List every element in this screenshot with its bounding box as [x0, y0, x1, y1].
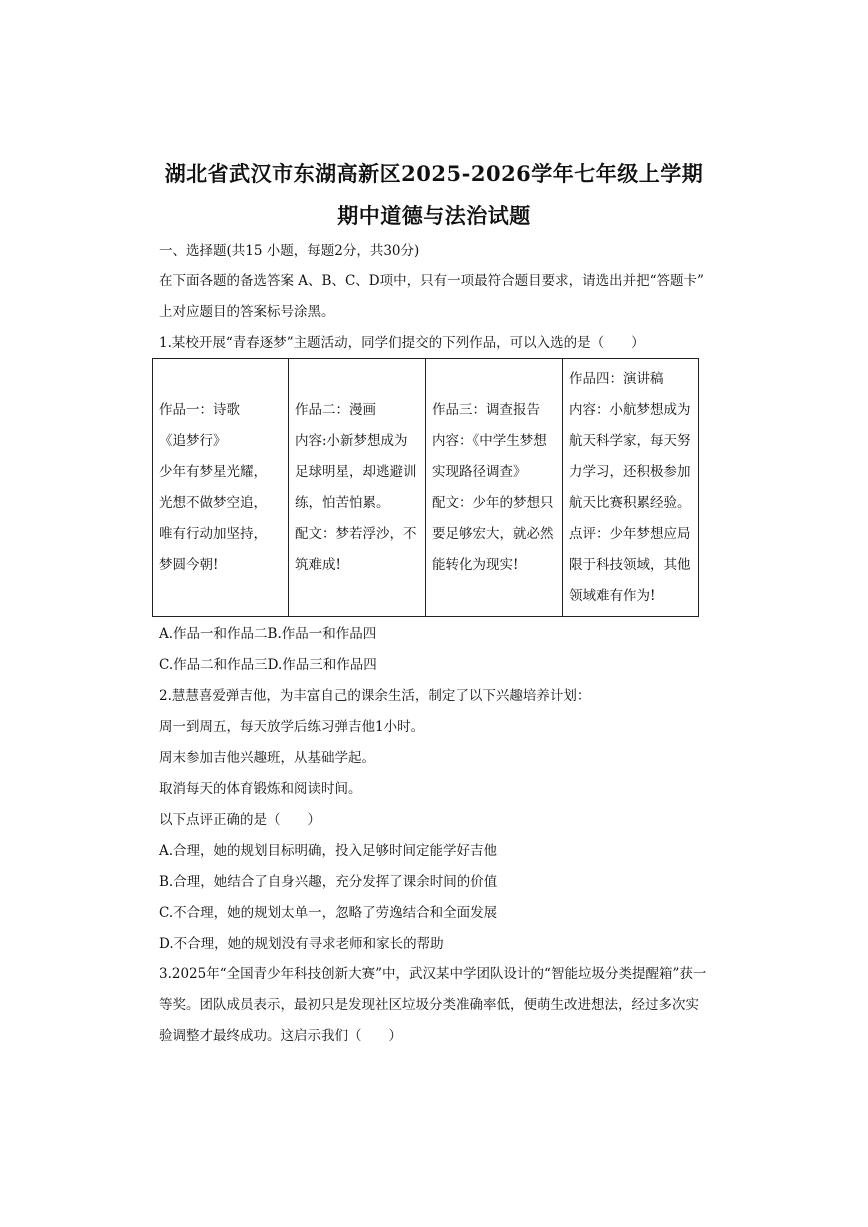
cell-text: 内容：《中学生梦想: [432, 432, 547, 449]
cell-text: 光想不做梦空追，: [159, 494, 267, 511]
cell-text: 作品三：调查报告: [432, 401, 540, 418]
cell-text: 练，怕苦怕累。: [295, 494, 390, 511]
document-title-line1: 湖北省武汉市东湖高新区2025-2026学年七年级上学期: [164, 161, 704, 186]
q2-option-a: A.合理，她的规划目标明确，投入足够时间定能学好吉他: [159, 843, 498, 859]
q2-stem: 2.慧慧喜爱弹吉他，为丰富自己的课余生活，制定了以下兴趣培养计划：: [159, 688, 591, 704]
work-cell-1: [153, 359, 289, 617]
q3-line2: 等奖。团队成员表示，最初只是发现社区垃圾分类准确率低，便萌生改进想法，经过多次实: [159, 997, 699, 1013]
cell-text: 实现路径调查》: [432, 463, 527, 480]
q2-option-b: B.合理，她结合了自身兴趣，充分发挥了课余时间的价值: [159, 874, 498, 890]
cell-text: 少年有梦星光耀，: [159, 463, 267, 480]
q1-stem: 1.某校开展“青春逐梦”主题活动，同学们提交的下列作品，可以入选的是（ ）: [159, 335, 645, 351]
cell-text: 点评：少年梦想应局: [569, 525, 691, 542]
cell-text: 限于科技领域，其他: [569, 556, 691, 573]
works-table: [152, 358, 699, 617]
cell-text: 唯有行动加坚持，: [159, 525, 267, 542]
cell-text: 航天科学家，每天努: [569, 432, 691, 449]
q3-line1: 3.2025年“全国青少年科技创新大赛”中，武汉某中学团队设计的“智能垃圾分类提醒箱”获一: [159, 966, 707, 982]
cell-text: 内容:小新梦想成为: [295, 432, 408, 449]
cell-text: 内容：小航梦想成为: [569, 401, 691, 418]
section-heading: 一、选择题(共15 小题，每题2分，共30分): [159, 243, 420, 259]
cell-text: 配文：少年的梦想只: [432, 494, 554, 511]
table-row: [153, 359, 699, 617]
cell-text: 《追梦行》: [159, 432, 227, 449]
cell-text: 梦圆今朝!: [159, 556, 219, 573]
q2-ask: 以下点评正确的是（ ）: [159, 812, 321, 828]
cell-text: 能转化为现实!: [432, 556, 519, 573]
instruction-line2: 上对应题目的答案标号涂黑。: [159, 304, 335, 320]
document-title-line2: 期中道德与法治试题: [337, 203, 531, 228]
cell-text: 力学习，还积极参加: [569, 463, 691, 480]
q2-plan-1: 周一到周五，每天放学后练习弹吉他1小时。: [159, 719, 425, 735]
q1-options-line2: C.作品二和作品三D.作品三和作品四: [159, 657, 377, 673]
cell-text: 足球明星，却逃避训: [295, 463, 417, 480]
cell-text: 领域难有作为!: [569, 587, 656, 604]
q1-options-line1: A.作品一和作品二B.作品一和作品四: [159, 626, 377, 642]
cell-text: 配文：梦若浮沙，不: [295, 525, 417, 542]
q2-option-c: C.不合理，她的规划太单一，忽略了劳逸结合和全面发展: [159, 905, 498, 921]
cell-text: 要足够宏大，就必然: [432, 525, 554, 542]
q3-line3: 验调整才最终成功。这启示我们（ ）: [159, 1028, 402, 1044]
cell-text: 作品四：演讲稿: [569, 370, 664, 387]
cell-text: 航天比赛积累经验。: [569, 494, 691, 511]
work-cell-3: [426, 359, 563, 617]
cell-text: 筑难成!: [295, 556, 341, 573]
instruction-line1: 在下面各题的备选答案 A、B、C、D项中，只有一项最符合题目要求，请选出并把“答题卡”: [159, 273, 704, 289]
cell-text: 作品一：诗歌: [159, 401, 240, 418]
work-cell-4: [563, 359, 699, 617]
q2-plan-3: 取消每天的体育锻炼和阅读时间。: [159, 781, 362, 797]
q2-option-d: D.不合理，她的规划没有寻求老师和家长的帮助: [159, 936, 444, 952]
cell-text: 作品二：漫画: [295, 401, 376, 418]
q2-plan-2: 周末参加吉他兴趣班，从基础学起。: [159, 750, 375, 766]
work-cell-2: [289, 359, 426, 617]
